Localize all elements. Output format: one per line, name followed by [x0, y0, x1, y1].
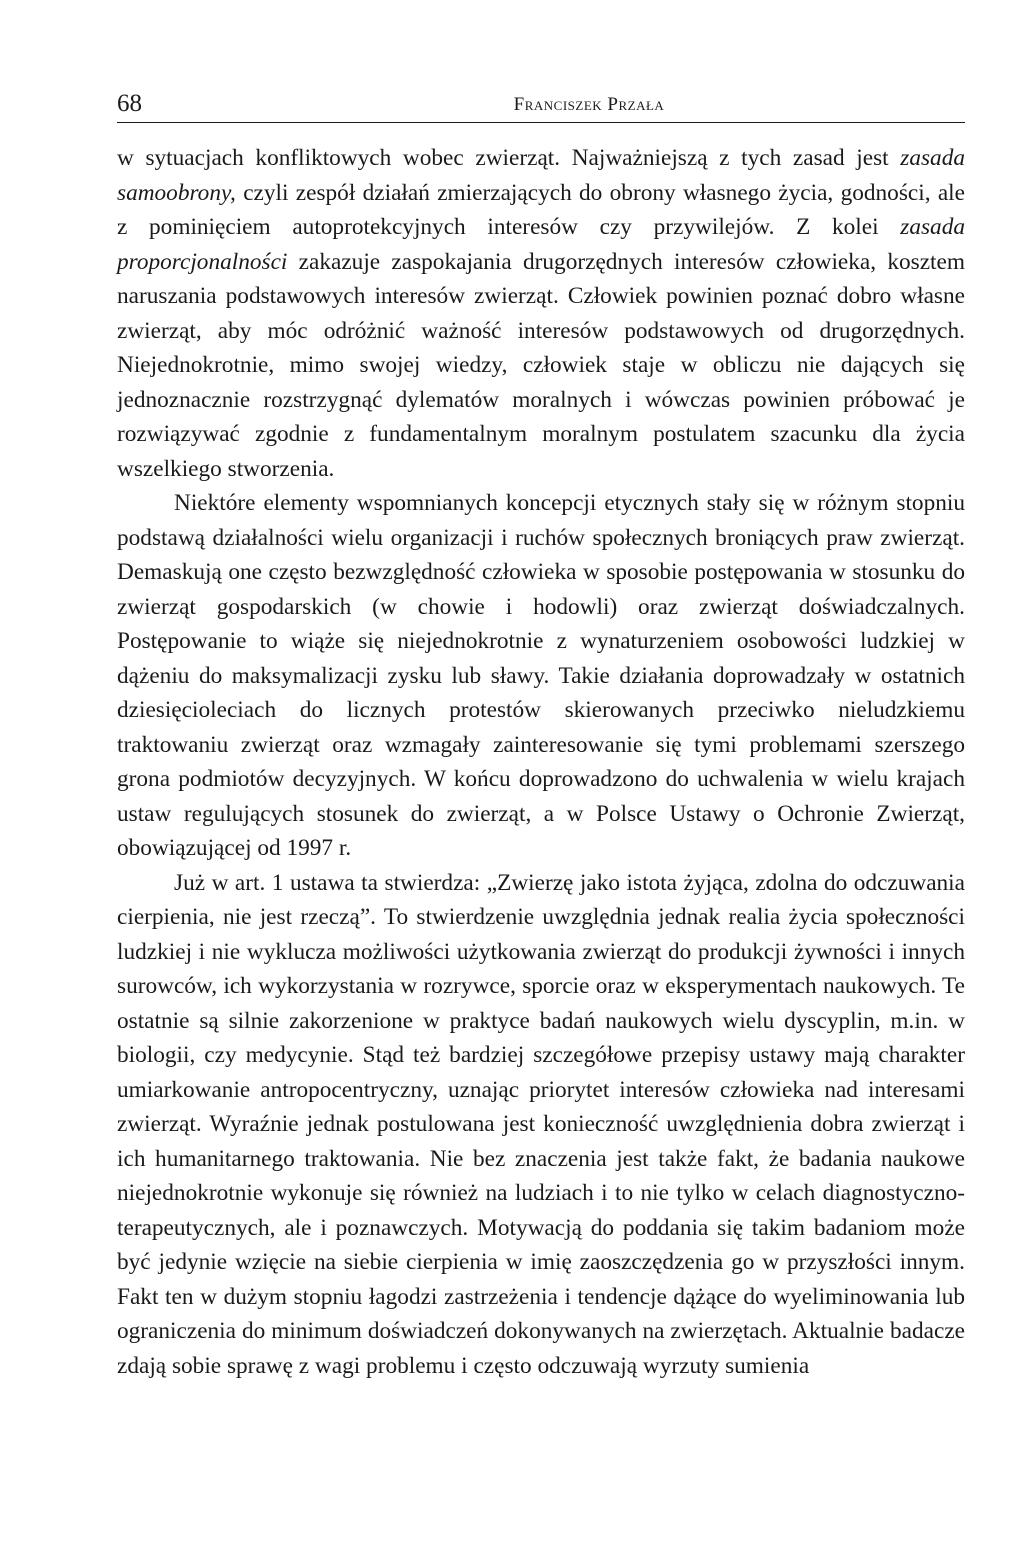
document-page [117, 88, 965, 1383]
italic-term: zasada proporcjonalności [117, 214, 965, 275]
running-header [117, 88, 965, 123]
running-title-author: Franciszek Przała [513, 94, 665, 115]
italic-term: zasada samoobrony, [117, 145, 965, 206]
paragraph: Niektóre elementy wspomnianych koncepcji etycznych stały się w różnym stopniu podstawą działalności wielu organizacji i ruchów społecznych broniących praw zwierząt. Demaskują one często bezwzględność człowieka w sposobie postępowania w stosunku do zwierząt gospodarskich (w chowie i hodowli) oraz zwierząt doświadczalnych. Postępowanie to wiąże się niejednokrotnie z wynaturzeniem osobowości ludzkiej w dążeniu do maksymalizacji zysku lub sławy. Takie działania doprowadzały w ostatnich dziesięcioleciach do licznych protestów skierowanych przeciwko nieludzkiemu traktowaniu zwierząt oraz wzmagały zainteresowanie się tymi problemami szerszego grona podmiotów decyzyjnych. W końcu doprowadzono do uchwalenia w wielu krajach ustaw regulujących stosunek do zwierząt, a w Polsce Ustawy o Ochronie Zwierząt, obowiązującej od 1997 r. [117, 490, 965, 861]
body-text [117, 141, 965, 1383]
paragraph: Już w art. 1 ustawa ta stwierdza: „Zwierzę jako istota żyjąca, zdolna do odczuwania cierpienia, nie jest rzeczą”. To stwierdzenie uwzględnia jednak realia życia społeczności ludzkiej i nie wyklucza możliwości użytkowania zwierząt do produkcji żywności i innych surowców, ich wykorzystania w rozrywce, sporcie oraz w eksperymentach naukowych. Te ostatnie są silnie zakorzenione w praktyce badań naukowych wielu dyscyplin, m.in. w biologii, czy medycynie. Stąd też bardziej szczegółowe przepisy ustawy mają charakter umiarkowanie antropocentryczny, uznając priorytet interesów człowieka nad interesami zwierząt. Wyraźnie jednak postulowana jest konieczność uwzględnienia dobra zwierząt i ich humanitarnego traktowania. Nie bez znaczenia jest także fakt, że badania naukowe niejednokrotnie wykonuje się również na ludziach i to nie tylko w celach diagnostyczno-terapeutycznych, ale i poznawczych. Motywacją do poddania się takim badaniom może być jedynie wzięcie na siebie cierpienia w imię zaoszczędzenia go w przyszłości innym. Fakt ten w dużym stopniu łagodzi zastrzeżenia i tendencje dążące do wyeliminowania lub ograniczenia do minimum doświadczeń dokonywanych na zwierzętach. Aktualnie badacze zdają sobie sprawę z wagi problemu i często odczuwają wyrzuty sumienia [117, 869, 965, 1379]
paragraph-continued [117, 141, 965, 486]
paragraph-text: czyli zespół działań zmierzających do obrony własnego życia, godności, ale z pominięciem autoprotekcyjnych interesów czy przywilejów. Z kolei [117, 179, 965, 240]
paragraph-text: w sytuacjach konfliktowych wobec zwierząt. Najważniejszą z tych zasad jest [117, 145, 901, 171]
paragraph-text: zakazuje zaspokajania drugorzędnych interesów człowieka, kosztem naruszania podstawowych interesów zwierząt. Człowiek powinien poznać dobro własne zwierząt, aby móc odróżnić ważność interesów podstawowych od drugorzędnych. Niejednokrotnie, mimo swojej wiedzy, człowiek staje w obliczu nie dających się jednoznacznie rozstrzygnąć dylematów moralnych i wówczas powinien próbować je rozwiązywać zgodnie z fundamentalnym moralnym postulatem szacunku dla życia wszelkiego stworzenia. [117, 248, 965, 482]
page-number: 68 [117, 90, 142, 117]
